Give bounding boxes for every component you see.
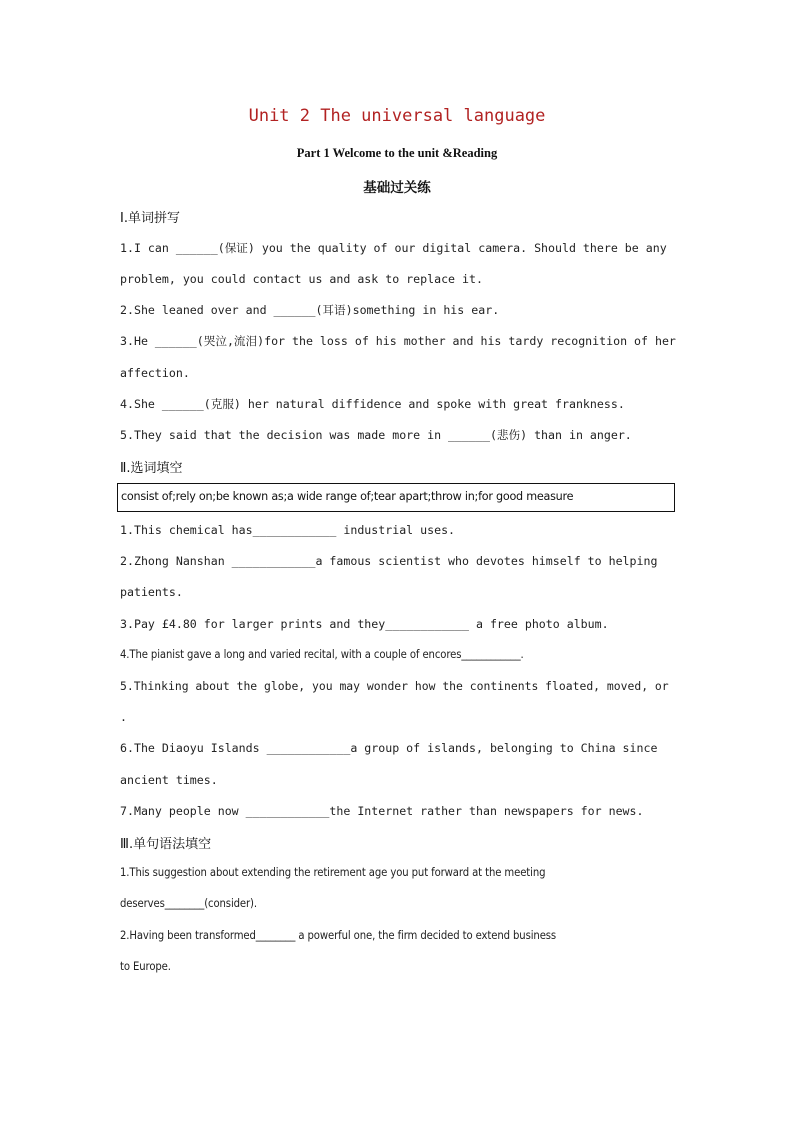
s2-line-5: 4.The pianist gave a long and varied recital, with a couple of encores____________. — [120, 648, 524, 661]
section-1-label: Ⅰ.单词拼写 — [120, 211, 180, 226]
s1-line-6: 4.She ______(克服) her natural diffidence and spoke with great frankness. — [120, 397, 625, 411]
s1-line-5: affection. — [120, 366, 190, 380]
s3-line-3: 2.Having been transformed________ a powerful one, the firm decided to extend business — [120, 929, 557, 942]
exercise-heading: 基础过关练 — [363, 180, 431, 196]
section-3-label: Ⅲ.单句语法填空 — [120, 837, 212, 852]
s2-line-7: . — [120, 710, 127, 724]
s3-line-1: 1.This suggestion about extending the retirement age you put forward at the meeting — [120, 866, 546, 879]
s2-line-8: 6.The Diaoyu Islands ____________a group of islands, belonging to China since — [120, 741, 658, 755]
s3-line-4: to Europe. — [120, 960, 171, 973]
s1-line-2: problem, you could contact us and ask to replace it. — [120, 272, 483, 286]
s2-line-4: 3.Pay £4.80 for larger prints and they____________ a free photo album. — [120, 617, 609, 631]
unit-title: Unit 2 The universal language — [248, 106, 546, 126]
s2-line-10: 7.Many people now ____________the Internet rather than newspapers for news. — [120, 804, 644, 818]
s2-line-2: 2.Zhong Nanshan ____________a famous scientist who devotes himself to helping — [120, 554, 658, 568]
word-bank-text: consist of;rely on;be known as;a wide range of;tear apart;throw in;for good measure — [121, 490, 574, 503]
s3-line-2: deserves________(consider). — [120, 897, 257, 910]
s1-line-7: 5.They said that the decision was made more in ______(悲伤) than in anger. — [120, 428, 632, 442]
word-bank-box — [117, 483, 675, 512]
s2-line-9: ancient times. — [120, 773, 218, 787]
s1-line-4: 3.He ______(哭泣,流泪)for the loss of his mother and his tardy recognition of her — [120, 334, 676, 348]
section-2-label: Ⅱ.选词填空 — [120, 461, 183, 476]
s2-line-3: patients. — [120, 585, 183, 599]
part-subtitle: Part 1 Welcome to the unit &Reading — [296, 146, 498, 160]
s1-line-3: 2.She leaned over and ______(耳语)something in his ear. — [120, 303, 500, 317]
s1-line-1: 1.I can ______(保证) you the quality of our digital camera. Should there be any — [120, 241, 667, 255]
s2-line-6: 5.Thinking about the globe, you may wonder how the continents floated, moved, or — [120, 679, 669, 693]
s2-line-1: 1.This chemical has____________ industrial uses. — [120, 523, 456, 537]
